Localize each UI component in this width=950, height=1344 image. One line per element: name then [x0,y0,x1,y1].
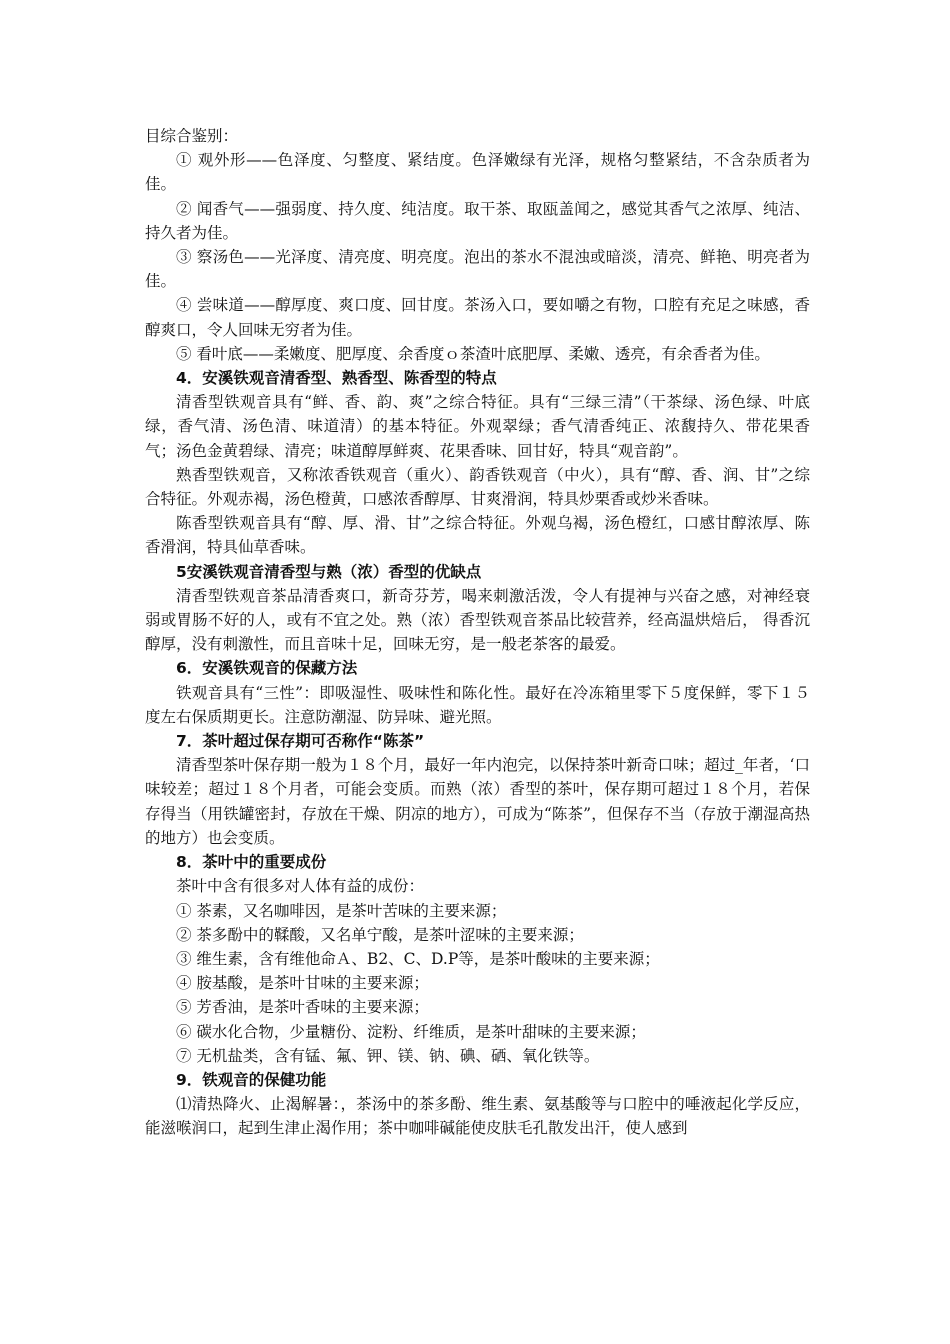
component-item: ⑥ 碳水化合物，少量糖份、淀粉、纤维质，是茶叶甜味的主要来源； [176,1022,646,1041]
aroma-item: ② 闻香气——强弱度、持久度、纯洁度。取干茶、取瓯盖闻之，感觉其香气之浓厚、纯洁、持久者为佳。 [145,199,810,242]
appearance-item: ① 观外形——色泽度、匀整度、紧结度。色泽嫩绿有光泽，规格匀整紧结，不含杂质者为佳。 [145,151,810,194]
section-heading-7: 7．茶叶超过保存期可否称作“陈茶” [176,732,425,751]
section-heading-9: 9．铁观音的保健功能 [176,1070,327,1089]
component-item: ⑤ 芳香油，是茶叶香味的主要来源； [176,998,429,1017]
aged-type-paragraph: 陈香型铁观音具有“醇、厚、滑、甘”之综合特征。外观乌褐，汤色橙红，口感甘醇浓厚、陈香滑润，特具仙草香味。 [145,514,810,557]
components-intro: 茶叶中含有很多对人体有益的成份： [176,877,425,896]
taste-item: ④ 尝味道——醇厚度、爽口度、回甘度。茶汤入口，要如嚼之有物，口腔有充足之味感，香醇爽口，令人回味无穷者为佳。 [145,296,810,339]
document-page [145,124,810,1141]
component-item: ④ 胺基酸，是茶叶甘味的主要来源； [176,974,429,993]
liquor-color-item: ③ 察汤色——光泽度、清亮度、明亮度。泡出的茶水不混浊或暗淡，清亮、鲜艳、明亮者为佳。 [145,248,810,291]
fresh-type-paragraph: 清香型铁观音具有“鲜、香、韵、爽”之综合特征。具有“三绿三清”（干茶绿、汤色绿、叶底绿，香气清、汤色清、味道清）的基本特征。外观翠绿；香气清香纯正、浓馥持久、带花果香气；汤色金黄碧绿、清亮；味道醇厚鲜爽、花果香味、回甘好，特具“观音韵”。 [145,393,810,460]
leaf-base-item: ⑤ 看叶底——柔嫩度、肥厚度、余香度ｏ茶渣叶底肥厚、柔嫩、透亮，有余香者为佳。 [176,344,770,363]
component-item: ② 茶多酚中的鞣酸，又名单宁酸，是茶叶涩味的主要来源； [176,925,584,944]
section-heading-6: 6．安溪铁观音的保藏方法 [176,659,358,678]
component-item: ① 茶素，又名咖啡因，是茶叶苦味的主要来源； [176,901,507,920]
component-item: ③ 维生素，含有维他命Ａ、B2、C、D.P等，是茶叶酸味的主要来源； [176,949,660,968]
pros-cons-paragraph: 清香型铁观音茶品清香爽口，新奇芬芳，喝来刺激活泼，令人有提神与兴奋之感，对神经衰弱或胃肠不好的人，或有不宜之处。熟（浓）香型铁观音茶品比较营养，经高温烘焙后， 得香沉醇厚，没有刺激性，而且音味十足，回味无穷，是一般老茶客的最爱。 [145,586,810,654]
section-heading-5: 5安溪铁观音清香型与熟（浓）香型的优缺点 [176,562,482,581]
roasted-type-paragraph: 熟香型铁观音，又称浓香铁观音（重火）、韵香铁观音（中火），具有“醇、香、润、甘”之综合特征。外观赤褐，汤色橙黄，口感浓香醇厚、甘爽滑润，特具炒栗香或炒米香味。 [145,465,810,509]
intro-line: 目综合鉴别： [145,127,239,145]
component-item: ⑦ 无机盐类，含有锰、氟、钾、镁、钠、碘、硒、氧化铁等。 [176,1046,600,1065]
storage-paragraph: 铁观音具有“三性”：即吸湿性、吸味性和陈化性。最好在冷冻箱里零下５度保鲜，零下１５度左右保质期更长。注意防潮湿、防异味、避光照。 [145,683,810,726]
section-heading-4: 4．安溪铁观音清香型、熟香型、陈香型的特点 [176,369,497,388]
section-heading-8: 8．茶叶中的重要成份 [176,853,327,872]
shelf-life-paragraph: 清香型茶叶保存期一般为１８个月，最好一年内泡完，以保持茶叶新奇口味；超过_年者，‘口味较差；超过１８个月者，可能会变质。而熟（浓）香型的茶叶，保存期可超过１８个月，若保存得当（用铁罐密封，存放在干燥、阴凉的地方），可成为“陈茶”，但保存不当（存放于潮湿高热的地方）也会变质。 [145,756,810,847]
health-benefit-paragraph: ⑴清热降火、止渴解暑：，茶汤中的茶多酚、维生素、氨基酸等与口腔中的唾液起化学反应，能滋喉润口，起到生津止渴作用；茶中咖啡碱能使皮肤毛孔散发出汗，使人感到 [145,1095,810,1138]
